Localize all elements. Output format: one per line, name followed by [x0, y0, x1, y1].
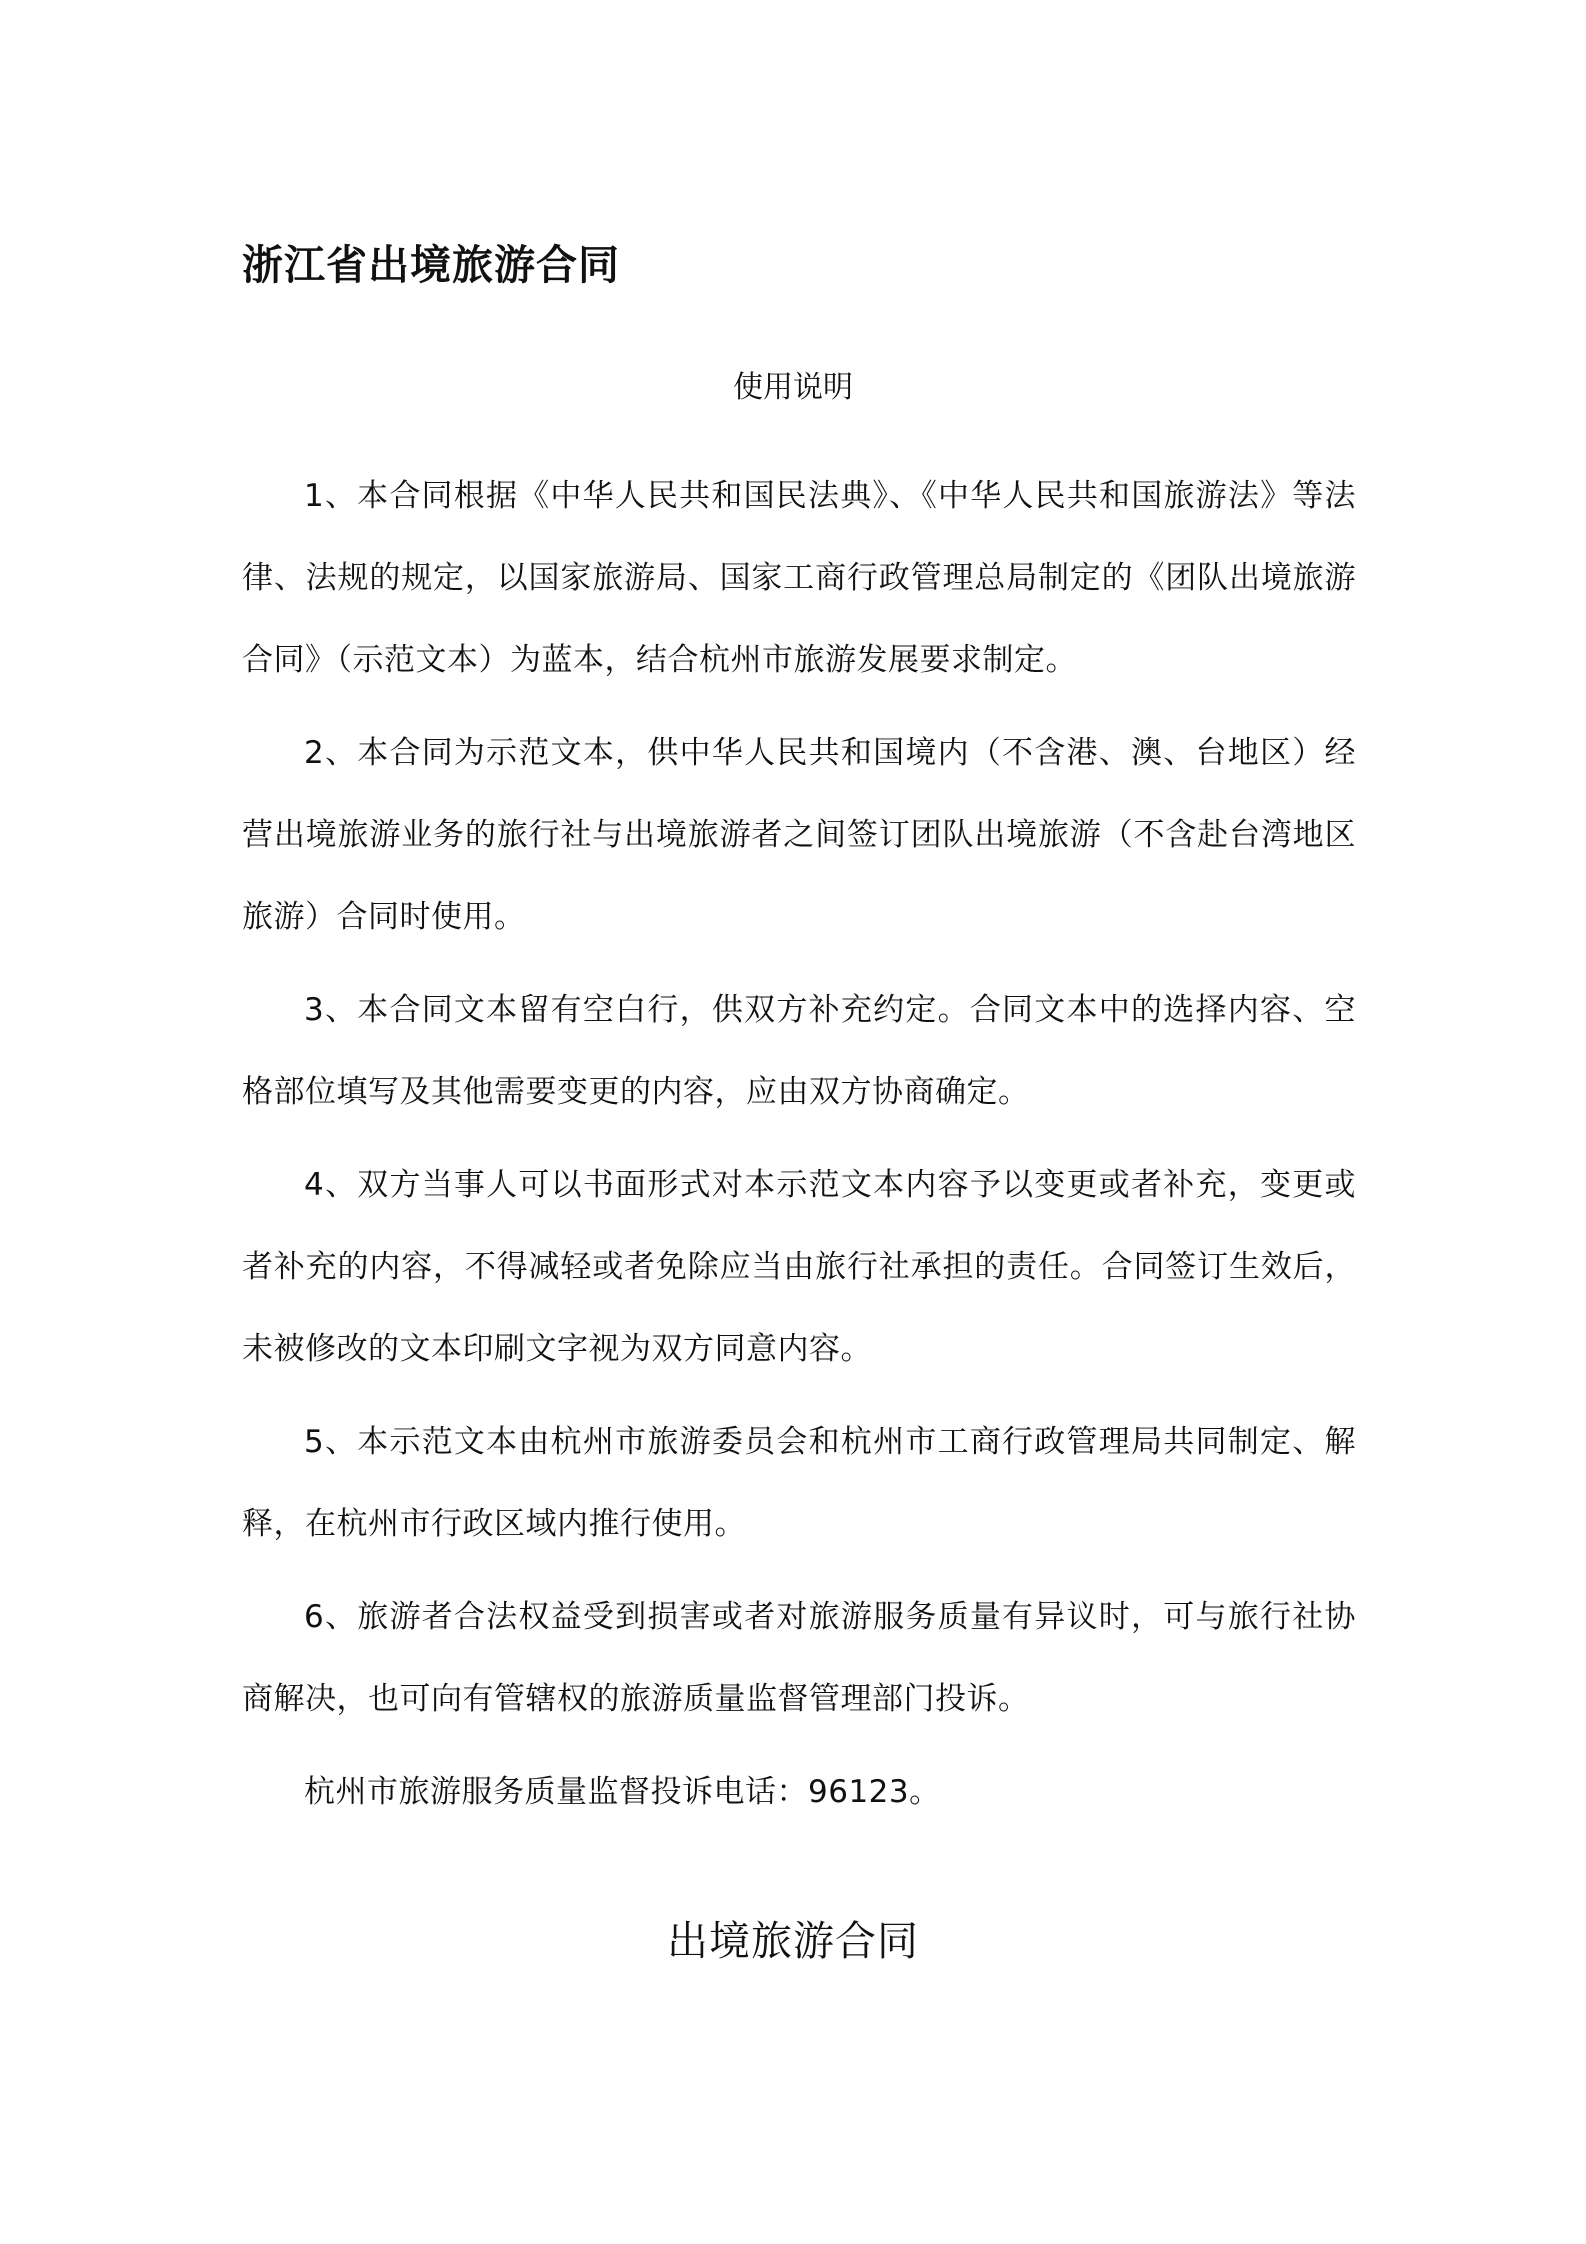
contract-title: 出境旅游合同 — [667, 1917, 919, 1965]
instructions-heading: 使用说明 — [733, 370, 853, 405]
instruction-paragraph-5: 5、本示范文本由杭州市旅游委员会和杭州市工商行政管理局共同制定、解释，在杭州市行政区域内推行使用。 — [242, 1424, 1356, 1542]
instruction-paragraph-6: 6、旅游者合法权益受到损害或者对旅游服务质量有异议时，可与旅行社协商解决，也可向有管辖权的旅游质量监督管理部门投诉。 — [242, 1599, 1356, 1717]
instruction-paragraph-4: 4、双方当事人可以书面形式对本示范文本内容予以变更或者补充，变更或者补充的内容，不得减轻或者免除应当由旅行社承担的责任。合同签订生效后，未被修改的文本印刷文字视为双方同意内容。 — [242, 1167, 1356, 1367]
instruction-paragraph-2: 2、本合同为示范文本，供中华人民共和国境内（不含港、澳、台地区）经营出境旅游业务的旅行社与出境旅游者之间签订团队出境旅游（不含赴台湾地区旅游）合同时使用。 — [242, 735, 1356, 935]
complaint-hotline: 杭州市旅游服务质量监督投诉电话：96123。 — [304, 1774, 941, 1810]
instruction-paragraph-1: 1、本合同根据《中华人民共和国民法典》、《中华人民共和国旅游法》等法律、法规的规定，以国家旅游局、国家工商行政管理总局制定的《团队出境旅游合同》（示范文本）为蓝本，结合杭州市旅游发展要求制定。 — [242, 478, 1356, 678]
instruction-paragraph-3: 3、本合同文本留有空白行，供双方补充约定。合同文本中的选择内容、空格部位填写及其他需要变更的内容，应由双方协商确定。 — [242, 992, 1356, 1110]
document-title: 浙江省出境旅游合同 — [242, 241, 620, 289]
instructions-body — [242, 455, 1356, 1833]
